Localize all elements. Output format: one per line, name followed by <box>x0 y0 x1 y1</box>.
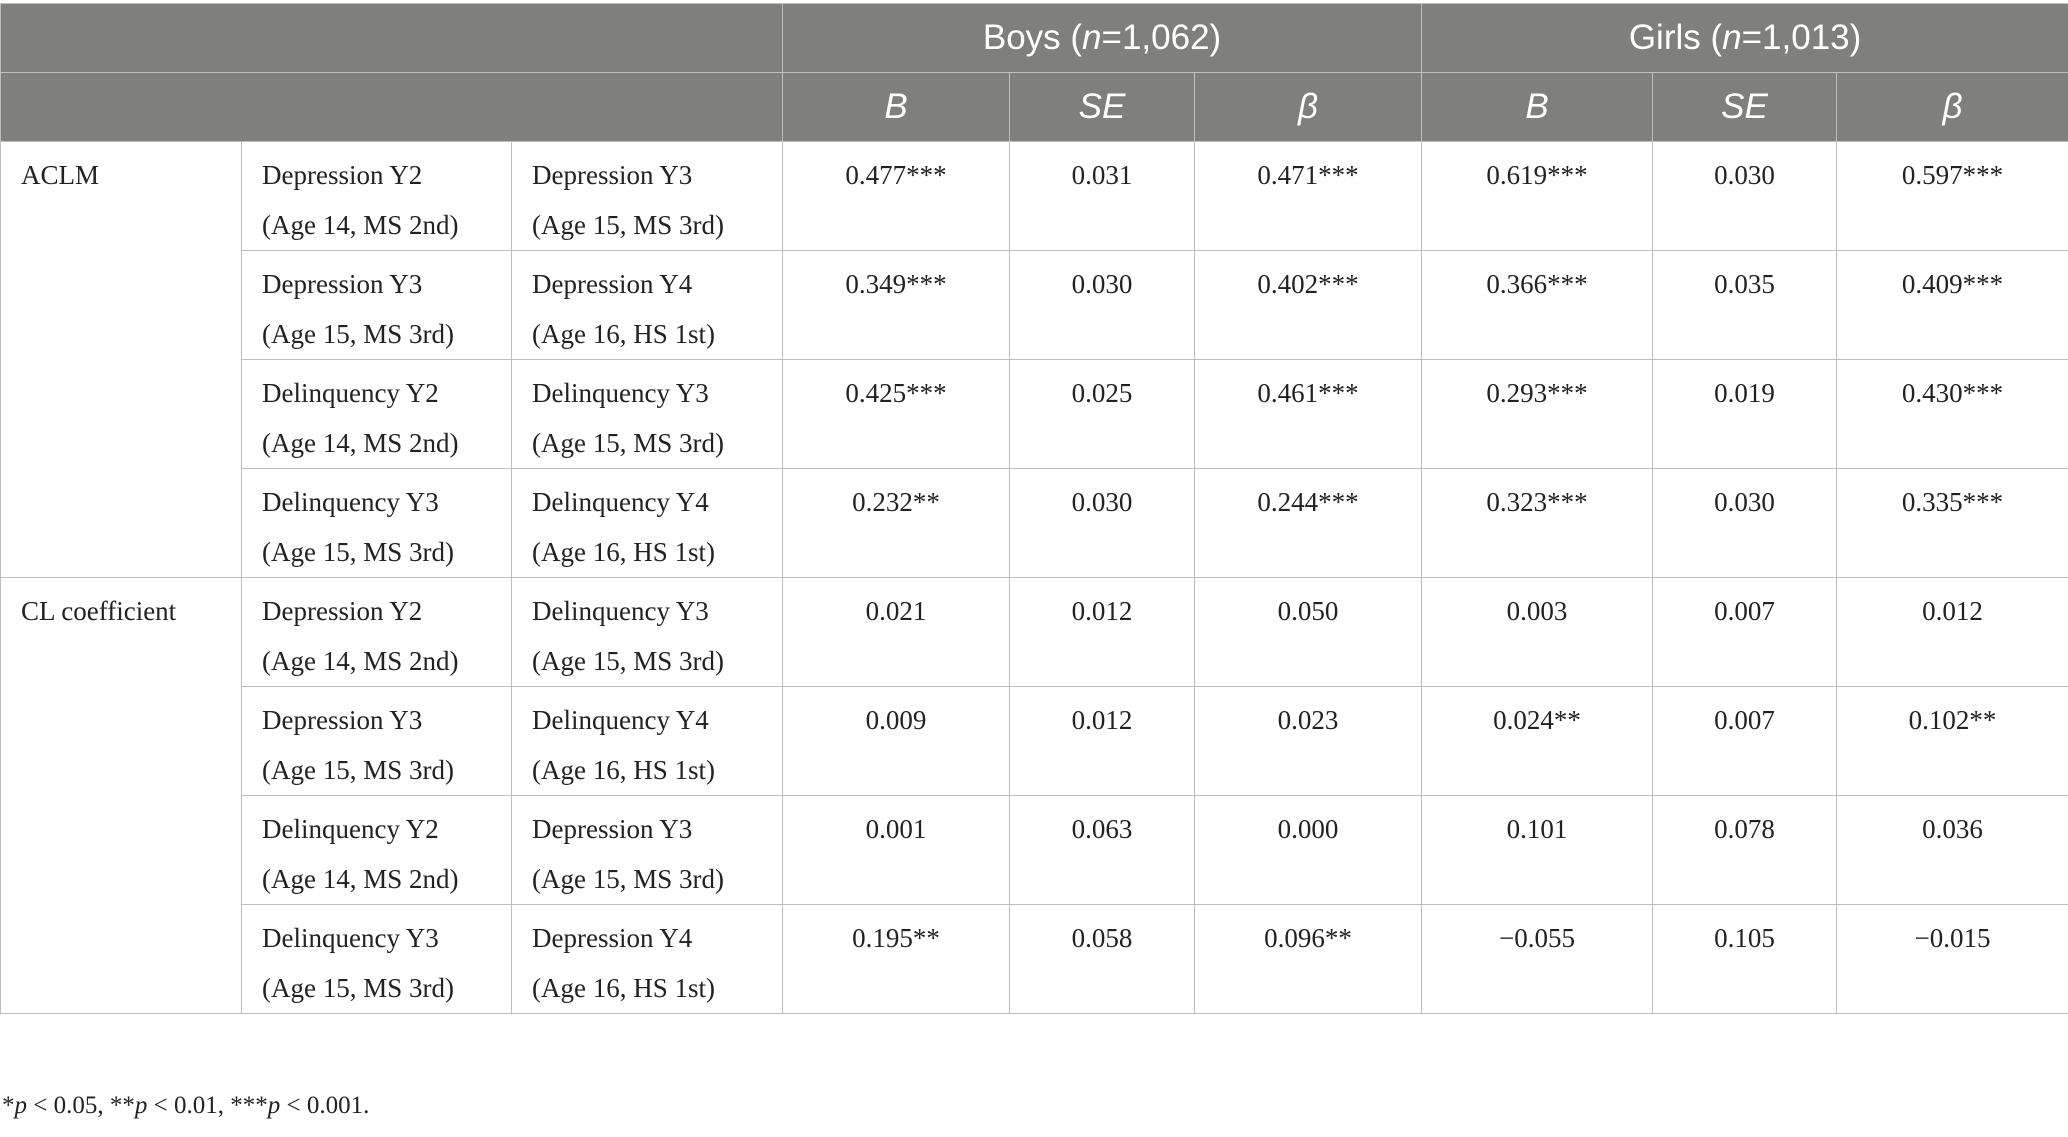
value-cell: 0.024** <box>1422 687 1653 796</box>
variable-detail: (Age 14, MS 2nd) <box>262 646 459 676</box>
value-cell: 0.102** <box>1837 687 2068 796</box>
col-header-girls-b: B <box>1422 73 1653 142</box>
value-cell: 0.012 <box>1010 687 1195 796</box>
variable-detail: (Age 15, MS 3rd) <box>532 864 724 894</box>
variable-name: Delinquency Y4 <box>532 487 709 517</box>
variable-detail: (Age 15, MS 3rd) <box>532 210 724 240</box>
table-row <box>1 905 2068 1014</box>
variable-name: Delinquency Y2 <box>262 378 439 408</box>
variable-detail: (Age 14, MS 2nd) <box>262 428 459 458</box>
boys-label: Boys ( <box>982 18 1083 57</box>
variable-detail: (Age 16, HS 1st) <box>532 973 715 1003</box>
predictor-cell <box>242 360 512 469</box>
table-row <box>1 796 2068 905</box>
variable-name: Depression Y3 <box>262 269 423 299</box>
value-cell: 0.232** <box>783 469 1010 578</box>
col-header-girls-beta: β <box>1837 73 2068 142</box>
col-header-girls-se: SE <box>1653 73 1837 142</box>
value-cell: 0.000 <box>1195 796 1422 905</box>
significance-footnote <box>2 1092 369 1120</box>
value-cell: 0.025 <box>1010 360 1195 469</box>
value-cell: 0.030 <box>1010 469 1195 578</box>
value-cell: 0.030 <box>1653 469 1837 578</box>
group-header-row <box>1 4 2068 73</box>
outcome-cell <box>512 360 783 469</box>
outcome-cell <box>512 251 783 360</box>
value-cell: 0.101 <box>1422 796 1653 905</box>
empty-header-cell <box>1 4 783 73</box>
column-header-row <box>1 73 2068 142</box>
value-cell: 0.293*** <box>1422 360 1653 469</box>
variable-name: Delinquency Y2 <box>262 814 439 844</box>
outcome-cell <box>512 142 783 251</box>
footnote-text: < 0.05, ** <box>27 1092 135 1119</box>
footnote-text: < 0.01, *** <box>147 1092 268 1119</box>
outcome-cell <box>512 796 783 905</box>
variable-detail: (Age 14, MS 2nd) <box>262 864 459 894</box>
value-cell: 0.035 <box>1653 251 1837 360</box>
variable-name: Delinquency Y3 <box>262 923 439 953</box>
girls-n-value: =1,013) <box>1741 18 1862 57</box>
col-header-boys-beta: β <box>1195 73 1422 142</box>
outcome-cell <box>512 578 783 687</box>
variable-detail: (Age 16, HS 1st) <box>532 537 715 567</box>
value-cell: 0.244*** <box>1195 469 1422 578</box>
predictor-cell <box>242 142 512 251</box>
value-cell: 0.402*** <box>1195 251 1422 360</box>
boys-n-value: =1,062) <box>1101 18 1222 57</box>
table-row <box>1 360 2068 469</box>
p-symbol: p <box>267 1092 281 1119</box>
variable-name: Delinquency Y3 <box>532 378 709 408</box>
value-cell: 0.597*** <box>1837 142 2068 251</box>
value-cell: 0.366*** <box>1422 251 1653 360</box>
value-cell: 0.003 <box>1422 578 1653 687</box>
variable-detail: (Age 14, MS 2nd) <box>262 210 459 240</box>
value-cell: 0.323*** <box>1422 469 1653 578</box>
value-cell: 0.001 <box>783 796 1010 905</box>
value-cell: 0.425*** <box>783 360 1010 469</box>
value-cell: −0.055 <box>1422 905 1653 1014</box>
p-symbol: p <box>134 1092 148 1119</box>
value-cell: 0.619*** <box>1422 142 1653 251</box>
girls-n-label: n <box>1722 18 1742 57</box>
value-cell: 0.012 <box>1837 578 2068 687</box>
table-row <box>1 469 2068 578</box>
value-cell: 0.007 <box>1653 578 1837 687</box>
value-cell: 0.063 <box>1010 796 1195 905</box>
girls-group-header <box>1422 4 2068 73</box>
results-table <box>0 3 2068 1014</box>
table-row <box>1 251 2068 360</box>
predictor-cell <box>242 905 512 1014</box>
p-symbol: p <box>14 1092 27 1119</box>
variable-detail: (Age 15, MS 3rd) <box>262 973 454 1003</box>
table-row <box>1 578 2068 687</box>
outcome-cell <box>512 687 783 796</box>
variable-name: Delinquency Y3 <box>532 596 709 626</box>
value-cell: 0.030 <box>1653 142 1837 251</box>
value-cell: 0.019 <box>1653 360 1837 469</box>
value-cell: 0.349*** <box>783 251 1010 360</box>
variable-name: Depression Y3 <box>532 160 693 190</box>
variable-name: Depression Y2 <box>262 160 423 190</box>
col-header-boys-b: B <box>783 73 1010 142</box>
boys-group-header <box>783 4 1422 73</box>
value-cell: 0.105 <box>1653 905 1837 1014</box>
footnote-text: < 0.001. <box>280 1092 370 1119</box>
value-cell: 0.058 <box>1010 905 1195 1014</box>
variable-detail: (Age 15, MS 3rd) <box>262 319 454 349</box>
value-cell: 0.471*** <box>1195 142 1422 251</box>
value-cell: 0.461*** <box>1195 360 1422 469</box>
predictor-cell <box>242 578 512 687</box>
value-cell: 0.012 <box>1010 578 1195 687</box>
variable-detail: (Age 15, MS 3rd) <box>532 428 724 458</box>
variable-name: Delinquency Y4 <box>532 705 709 735</box>
variable-name: Depression Y4 <box>532 269 693 299</box>
predictor-cell <box>242 469 512 578</box>
value-cell: 0.007 <box>1653 687 1837 796</box>
variable-detail: (Age 15, MS 3rd) <box>262 537 454 567</box>
value-cell: 0.030 <box>1010 251 1195 360</box>
variable-name: Depression Y4 <box>532 923 693 953</box>
variable-detail: (Age 16, HS 1st) <box>532 319 715 349</box>
variable-name: Depression Y2 <box>262 596 423 626</box>
value-cell: 0.477*** <box>783 142 1010 251</box>
variable-name: Delinquency Y3 <box>262 487 439 517</box>
variable-name: Depression Y3 <box>532 814 693 844</box>
boys-n-label: n <box>1082 18 1102 57</box>
outcome-cell <box>512 469 783 578</box>
variable-detail: (Age 16, HS 1st) <box>532 755 715 785</box>
empty-subheader-cell <box>1 73 783 142</box>
outcome-cell <box>512 905 783 1014</box>
value-cell: 0.078 <box>1653 796 1837 905</box>
value-cell: 0.050 <box>1195 578 1422 687</box>
value-cell: 0.195** <box>783 905 1010 1014</box>
value-cell: 0.021 <box>783 578 1010 687</box>
table-row <box>1 142 2068 251</box>
variable-detail: (Age 15, MS 3rd) <box>262 755 454 785</box>
value-cell: 0.096** <box>1195 905 1422 1014</box>
variable-name: Depression Y3 <box>262 705 423 735</box>
value-cell: −0.015 <box>1837 905 2068 1014</box>
value-cell: 0.023 <box>1195 687 1422 796</box>
section-label: CL coefficient <box>1 578 242 1014</box>
table-body <box>1 142 2068 1014</box>
col-header-boys-se: SE <box>1010 73 1195 142</box>
value-cell: 0.409*** <box>1837 251 2068 360</box>
table-row <box>1 687 2068 796</box>
value-cell: 0.036 <box>1837 796 2068 905</box>
value-cell: 0.335*** <box>1837 469 2068 578</box>
variable-detail: (Age 15, MS 3rd) <box>532 646 724 676</box>
predictor-cell <box>242 796 512 905</box>
footnote-text: * <box>2 1092 15 1119</box>
section-label: ACLM <box>1 142 242 578</box>
value-cell: 0.031 <box>1010 142 1195 251</box>
girls-label: Girls ( <box>1628 18 1723 57</box>
value-cell: 0.430*** <box>1837 360 2068 469</box>
value-cell: 0.009 <box>783 687 1010 796</box>
predictor-cell <box>242 251 512 360</box>
predictor-cell <box>242 687 512 796</box>
